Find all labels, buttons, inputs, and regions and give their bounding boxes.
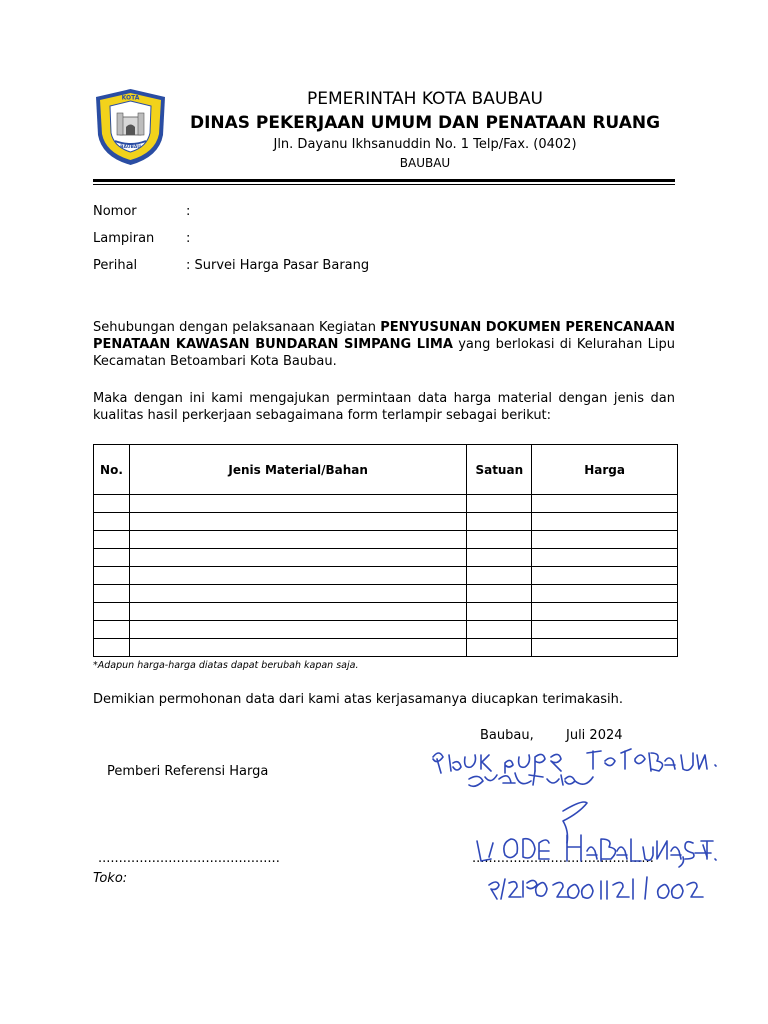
lampiran-value: : [186,231,191,246]
cell-price [532,639,678,657]
handwritten-signature [425,735,725,905]
place-date-city: Baubau, [480,728,534,743]
lampiran-label: Lampiran [93,231,155,246]
col-header-no: No. [94,445,130,495]
cell-material [129,531,466,549]
paragraph-request: Maka dengan ini kami mengajukan permintaan data harga material dengan jenis dan kualitas hasil perkerjaan sebagaimana form terlampir sebagai berikut: [93,391,675,423]
signature-line-right: ............................................ [472,851,654,866]
cell-unit [467,531,532,549]
table-row [94,639,678,657]
cell-material [129,603,466,621]
col-header-material: Jenis Material/Bahan [129,445,466,495]
table-row [94,603,678,621]
cell-no [94,513,130,531]
table-body [94,495,678,657]
price-note: *Adapun harga-harga diatas dapat berubah kapan saja. [93,660,359,671]
cell-unit [467,585,532,603]
cell-material [129,621,466,639]
table-row [94,531,678,549]
cell-no [94,567,130,585]
perihal-label: Perihal [93,258,138,273]
nomor-value: : [186,204,191,219]
cell-no [94,639,130,657]
signer-left-title: Pemberi Referensi Harga [107,764,269,779]
cell-unit [467,513,532,531]
cell-material [129,585,466,603]
cell-no [94,585,130,603]
paragraph-intro-start: Sehubungan dengan pelaksanaan Kegiatan [93,320,381,335]
city-emblem-logo [93,87,168,167]
cell-material [129,567,466,585]
table-row [94,549,678,567]
cell-material [129,639,466,657]
cell-material [129,513,466,531]
table-row [94,495,678,513]
cell-price [532,549,678,567]
col-header-unit: Satuan [467,445,532,495]
header-city: BAUBAU [399,156,451,170]
header-government: PEMERINTAH KOTA BAUBAU [307,89,543,109]
paragraph-intro-activity: PENYUSUNAN DOKUMEN PERENCANAAN PENATAAN KAWASAN BUNDARAN SIMPANG LIMA [93,320,675,352]
table-row [94,585,678,603]
table-row [94,513,678,531]
store-caption: Toko: [93,871,128,886]
cell-unit [467,567,532,585]
cell-unit [467,495,532,513]
cell-no [94,531,130,549]
cell-price [532,567,678,585]
cell-price [532,621,678,639]
nomor-label: Nomor [93,204,137,219]
cell-unit [467,639,532,657]
cell-material [129,495,466,513]
signature-line-left: ............................................ [98,851,280,866]
perihal-value: : Survei Harga Pasar Barang [186,258,370,273]
cell-no [94,549,130,567]
header-rule-thick [93,179,675,182]
header-address: Jln. Dayanu Ikhsanuddin No. 1 Telp/Fax. (0402) [273,137,577,152]
cell-price [532,531,678,549]
closing-sentence: Demikian permohonan data dari kami atas kerjasamanya diucapkan terimakasih. [93,692,624,707]
cell-no [94,603,130,621]
table-row [94,567,678,585]
cell-unit [467,549,532,567]
cell-price [532,495,678,513]
cell-unit [467,621,532,639]
paragraph-intro [93,319,675,370]
logo-text-top: KOTA [121,94,140,102]
cell-price [532,603,678,621]
cell-material [129,549,466,567]
logo-text-bottom: BAUBAU [120,145,141,150]
header-rule-thin [93,184,675,185]
material-price-table [93,444,678,657]
col-header-price: Harga [532,445,678,495]
header-department: DINAS PEKERJAAN UMUM DAN PENATAAN RUANG [189,113,661,133]
paragraph-intro-end: yang berlokasi di Kelurahan Lipu Kecamatan Betoambari Kota Baubau. [93,337,675,369]
cell-price [532,513,678,531]
cell-no [94,621,130,639]
place-date-month: Juli 2024 [566,728,623,743]
cell-no [94,495,130,513]
cell-price [532,585,678,603]
cell-unit [467,603,532,621]
table-row [94,621,678,639]
